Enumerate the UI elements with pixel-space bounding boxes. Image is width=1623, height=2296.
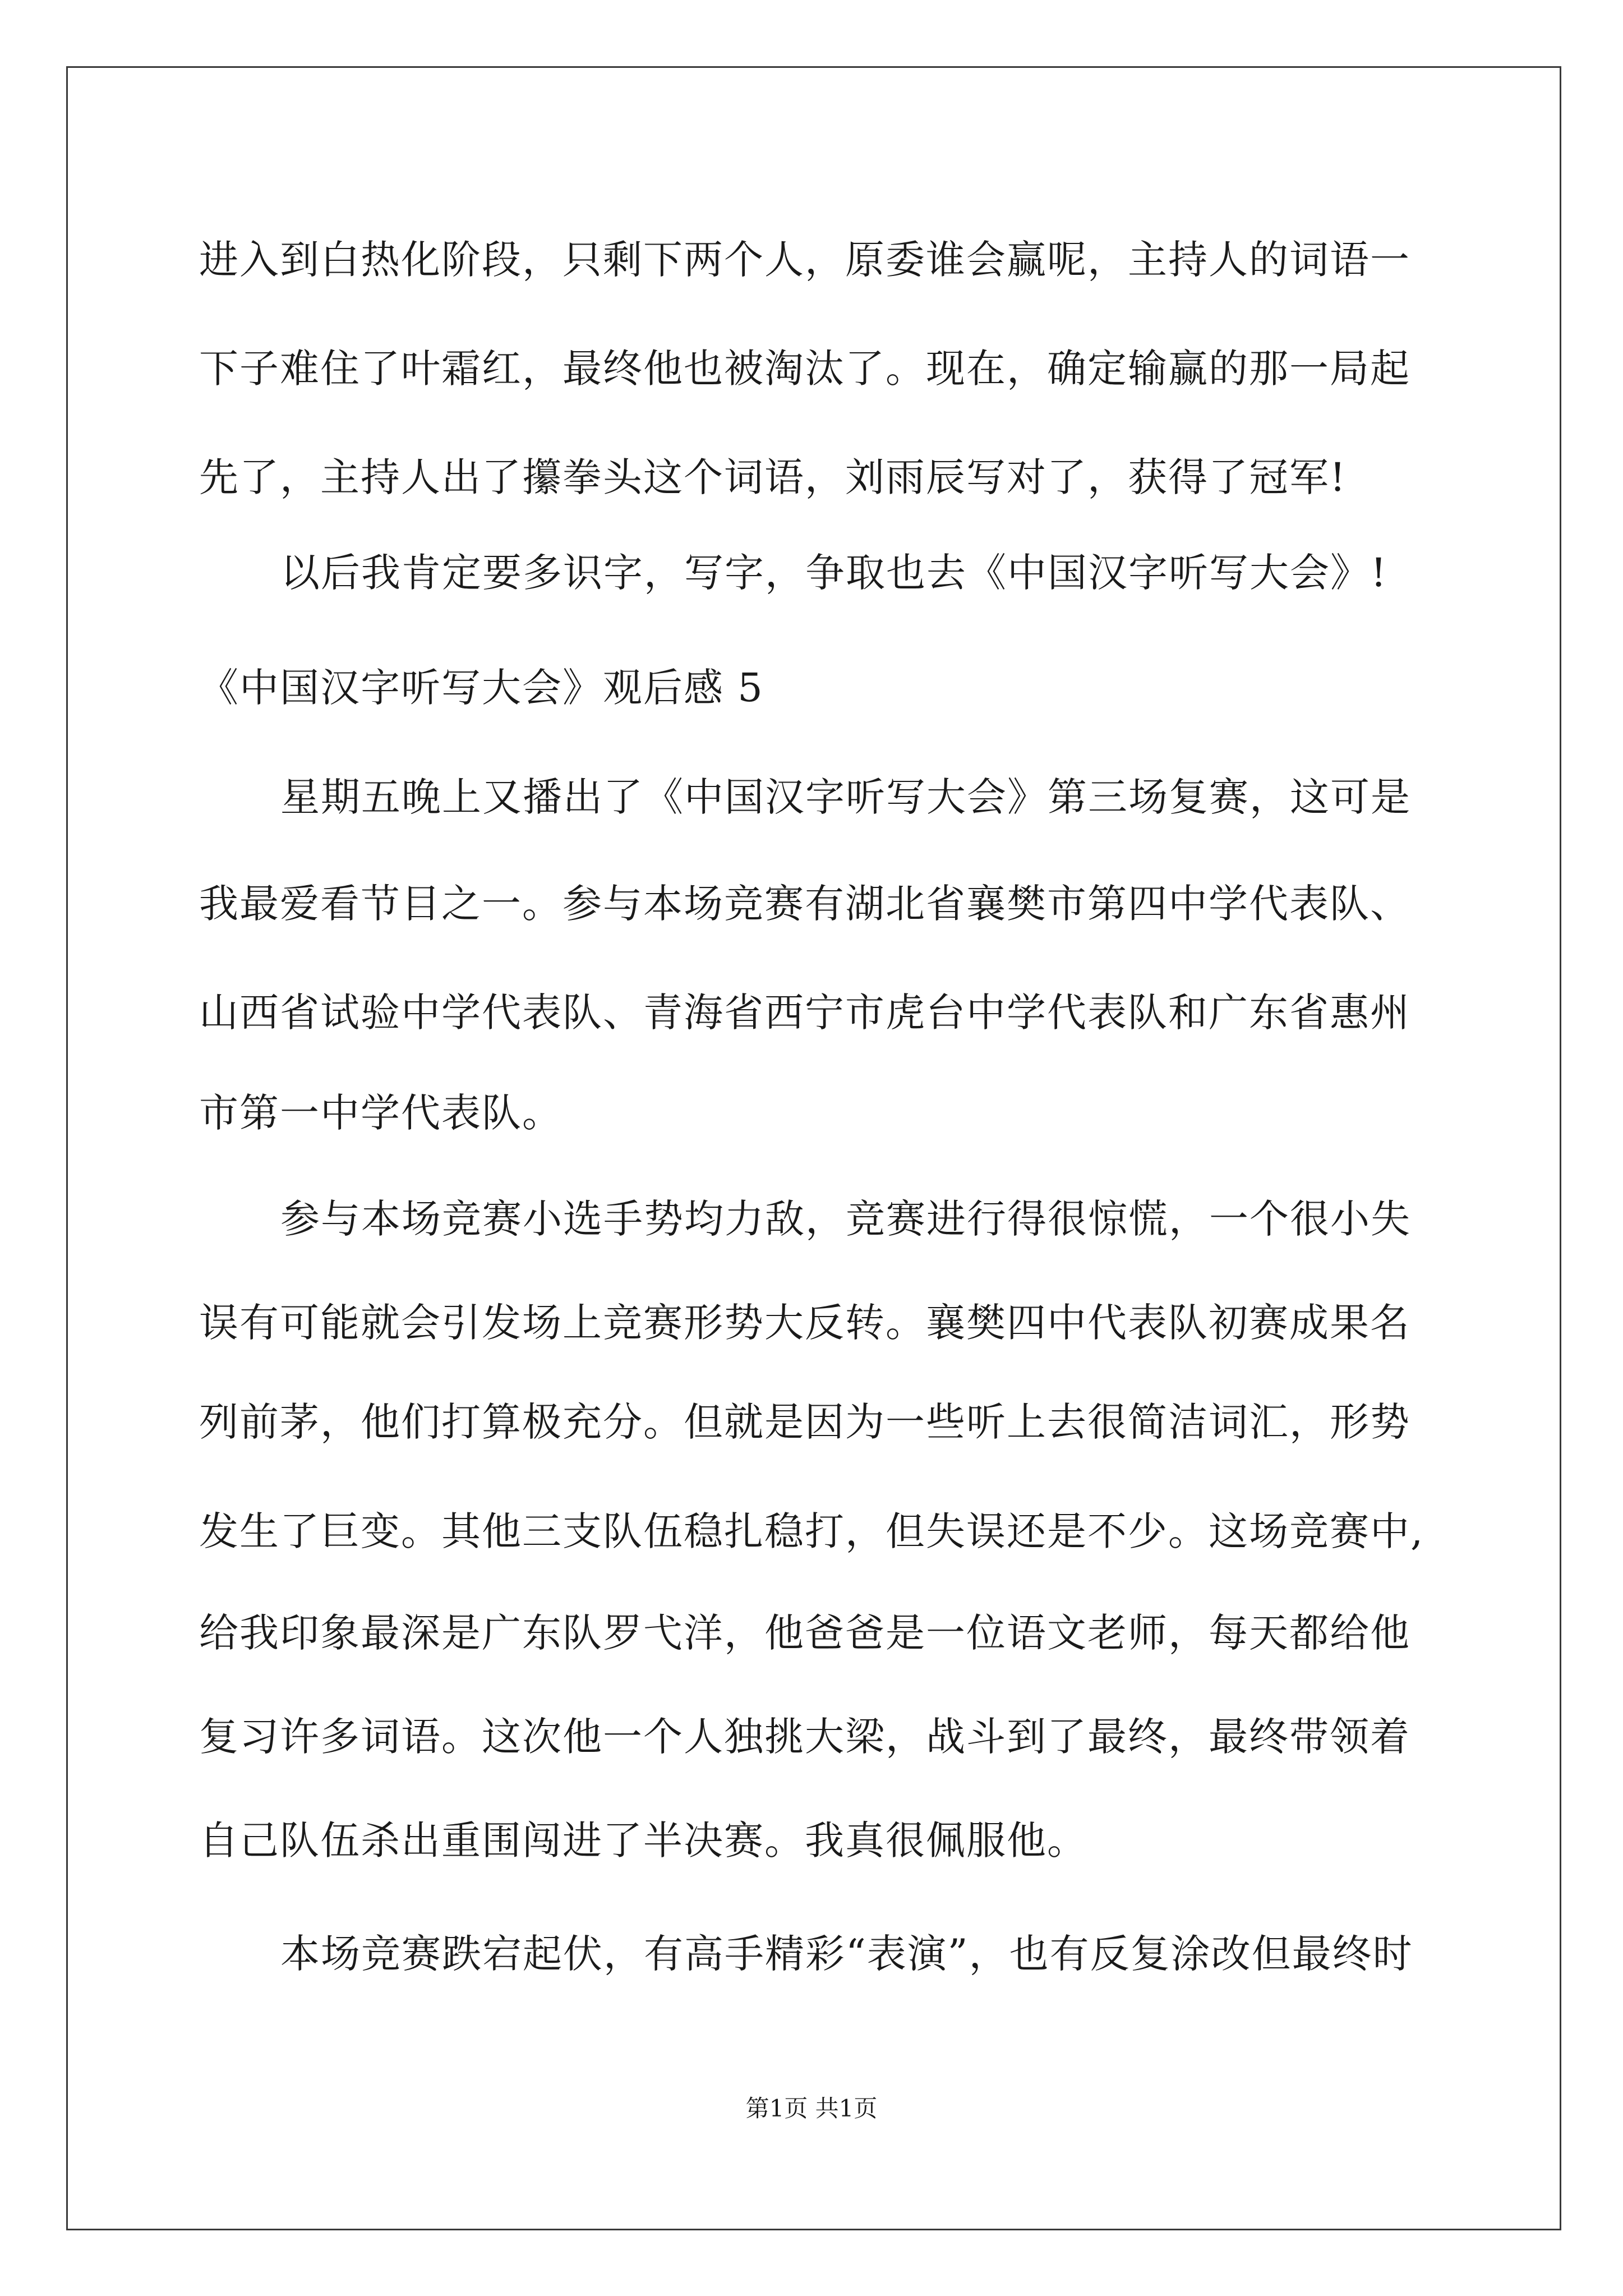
body-line: 星期五晚上又播出了《中国汉字听写大会》第三场复赛，这可是 xyxy=(280,774,1411,820)
body-line: 先了，主持人出了攥拳头这个词语，刘雨辰写对了，获得了冠军! xyxy=(199,454,1347,500)
body-line: 下子难住了叶霜红，最终他也被淘汰了。现在，确定输赢的那一局起 xyxy=(199,346,1410,392)
body-line: 列前茅，他们打算极充分。但就是因为一些听上去很简洁词汇，形势 xyxy=(199,1399,1410,1445)
body-line: 给我印象最深是广东队罗弋洋，他爸爸是一位语文老师，每天都给他 xyxy=(199,1610,1410,1656)
body-line: 复习许多词语。这次他一个人独挑大梁，战斗到了最终，最终带领着 xyxy=(199,1714,1410,1760)
body-line: 本场竞赛跌宕起伏，有高手精彩“表演”，也有反复涂改但最终时 xyxy=(280,1931,1413,1977)
page-footer: 第1页 共1页 xyxy=(745,2095,878,2122)
body-line: 参与本场竞赛小选手势均力敌，竞赛进行得很惊慌，一个很小失 xyxy=(280,1196,1411,1242)
body-line: 进入到白热化阶段，只剩下两个人，原委谁会赢呢，主持人的词语一 xyxy=(199,237,1410,283)
body-line: 山西省试验中学代表队、青海省西宁市虎台中学代表队和广东省惠州 xyxy=(199,990,1410,1036)
body-line: 市第一中学代表队。 xyxy=(199,1090,562,1136)
body-line: 误有可能就会引发场上竞赛形势大反转。襄樊四中代表队初赛成果名 xyxy=(199,1300,1410,1346)
body-line: 以后我肯定要多识字，写字，争取也去《中国汉字听写大会》! xyxy=(280,550,1388,596)
body-line: 发生了巨变。其他三支队伍稳扎稳打，但失误还是不少。这场竞赛中, xyxy=(199,1508,1424,1554)
body-line: 自己队伍杀出重围闯进了半决赛。我真很佩服他。 xyxy=(199,1818,1087,1864)
body-line: 我最爱看节目之一。参与本场竞赛有湖北省襄樊市第四中学代表队、 xyxy=(199,881,1410,927)
section-heading: 《中国汉字听写大会》观后感 5 xyxy=(199,665,764,711)
